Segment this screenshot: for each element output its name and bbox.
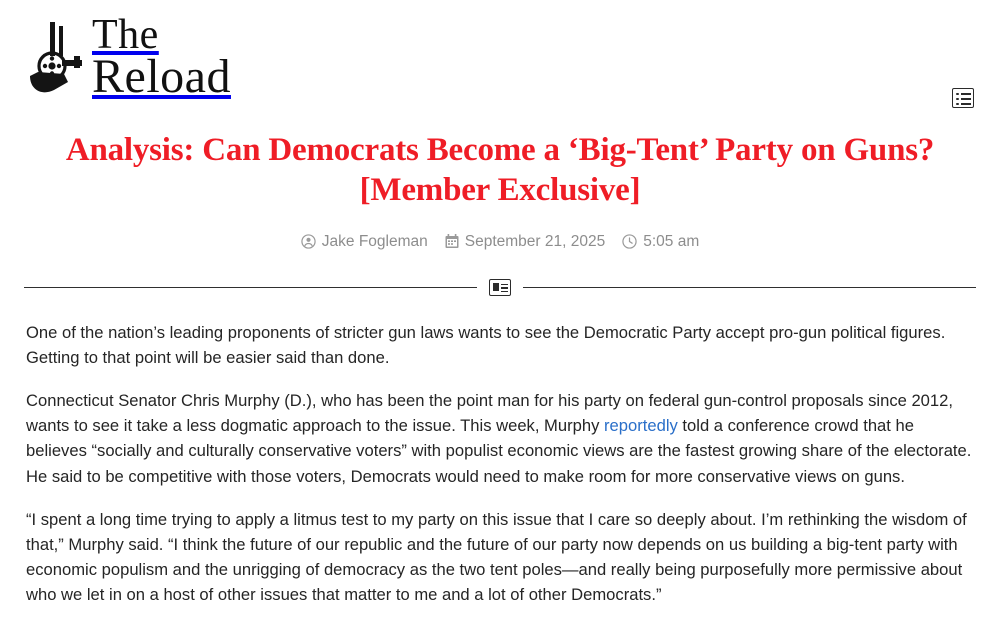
- clock-icon: [622, 234, 637, 249]
- section-divider: [24, 278, 976, 298]
- paragraph: “I spent a long time trying to apply a litmus test to my party on this issue that I care so deeply about. I’m rethinking the wisdom of that,” Murphy said. “I think the future of our republic and the future of our party now depends on us building a big-tent party with economic populism and the unrigging of democracy as the two tent poles—and really being purposefully more permissive about who we let in on a host of other issues that matter to me and a lot of other Democrats.”: [26, 509, 967, 605]
- revolver-icon: [28, 20, 86, 98]
- logo-line-the: The: [92, 12, 159, 58]
- paragraph: Connecticut Senator Chris Murphy (D.), who has been the point man for his party on federal gun-control proposals since 2012, wants to see it take a less dogmatic approach to the issue. This week, Murphy reportedly told a conference crowd that he believes “socially and culturally conservative voters” with populist economic views are the fastest growing share of the electorate. He said to be competitive with those voters, Democrats would need to make room for more conservative views on guns.: [26, 390, 972, 486]
- site-logo[interactable]: [28, 12, 328, 103]
- publish-time: 5:05 am: [643, 232, 700, 250]
- site-logo-text: [92, 12, 231, 103]
- inline-link[interactable]: reportedly: [604, 416, 678, 436]
- publish-date: September 21, 2025: [464, 232, 606, 250]
- site-header: [0, 0, 1000, 124]
- calendar-icon: [445, 234, 459, 249]
- author-name: Jake Fogleman: [321, 232, 428, 250]
- logo-line-reload: Reload: [92, 49, 231, 103]
- byline: [60, 233, 940, 251]
- byline-time: [622, 233, 699, 251]
- byline-author[interactable]: [301, 233, 428, 251]
- user-icon: [301, 234, 316, 249]
- article-body: [0, 298, 1000, 608]
- article-icon: [489, 279, 511, 296]
- page-title: Analysis: Can Democrats Become a ‘Big-Tent’ Party on Guns? [Member Exclusive]: [65, 132, 935, 209]
- menu-icon[interactable]: [952, 88, 974, 108]
- paragraph: One of the nation’s leading proponents of stricter gun laws wants to see the Democratic Party accept pro-gun political figures. Getting to that point will be easier said than done.: [26, 322, 946, 367]
- divider-badge: [477, 278, 523, 298]
- byline-date: [445, 233, 605, 251]
- article-header: [0, 124, 1000, 251]
